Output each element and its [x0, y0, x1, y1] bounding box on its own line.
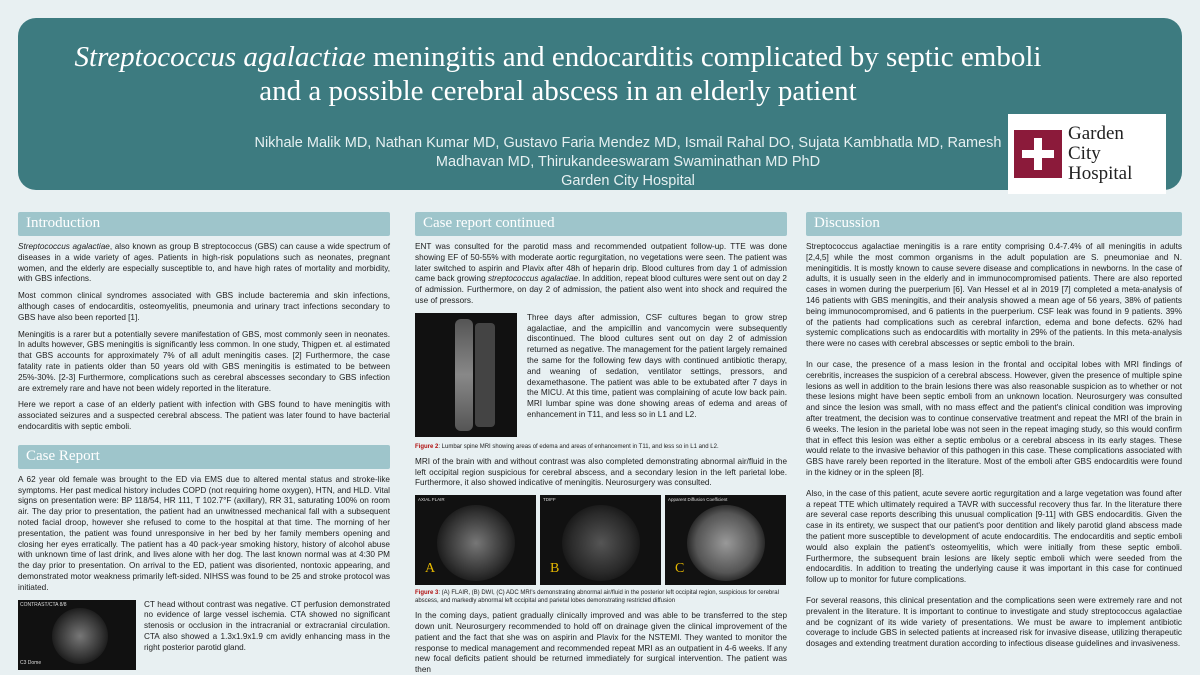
intro-paragraph-2: Most common clinical syndromes associated with GBS include bacteremia and skin infections, although cases of endocarditis, osteomyelitis, pneumonia and urinary tract infections secondary to GBS have also been reported [1]. [18, 291, 390, 322]
affiliation: Garden City Hospital [561, 173, 695, 189]
intro-paragraph-4: Here we report a case of an elderly patient with infection with GBS found to have meningitis with associated seizures and a suspected cerebral abscess. The patient was later found to have bacterial endocarditis with septic emboli. [18, 400, 390, 431]
case-report-heading: Case Report [18, 445, 390, 469]
case-paragraph-2: CT head without contrast was negative. CT perfusion demonstrated no evidence of large vessel ischemia. CTA showed no significant stenosis or occlusion in the intracranial or extracranial circulation. CTA also showed a 1.3x1.9x1.9 cm avidly enhancing mass in the right posterior parotid gland. [144, 599, 390, 652]
case-paragraph-1: A 62 year old female was brought to the ED via EMS due to altered mental status and stroke-like symptoms. Her past medical history includes COPD (not requiring home oxygen), HTN, and HLD. Vital signs on presentation were: BP 118/54, HR 111, T 102.7°F (axillary), RR 31, saturating 100% on room air. The day prior to presentation, the patient had an unwitnessed mechanical fall with a subsequent noted facial droop, however she refused to come to the hospital at that time. The morning of her presentation, the patient was found unresponsive in her bed by her family members opening and closing her eyes erratically. The patient has a 40 pack-year smoking history, history of alcohol abuse with unknown time of last drink, and lives alone with her dog. The last known normal was at 4:30 PM the day prior to presentation. On arrival to the ED, patient was disoriented, nontoxic appearing, and demonstrated motor weakness primarily left-sided. NIHSS was found to be 25 and stroke protocol was initiated. [18, 474, 390, 592]
continued-paragraph-2: Three days after admission, CSF cultures began to grow strep agalactiae, and the ampicillin and vancomycin were subsequently discontinued. The blood cultures sent out on day 2 of admission returned as negative. The management for the patient largely remained the same for the following few days with continued antibiotic therapy, and weaning of sedation, ventilator settings, pressors, and dexamethasone. The patient was able to be extubated after 7 days in the MICU. At this time, patient was complaining of acute low back pain. MRI lumbar spine was done showing areas of edema and areas of enhancement in T11, and less so in L1 and L2. [527, 312, 787, 419]
figure-2-caption: Figure 2: Lumbar spine MRI showing areas of edema and areas of enhancement in T11, and less so in L1 and L2. [415, 443, 719, 450]
brain-mri-panel [415, 495, 787, 585]
discussion-paragraph-4: For several reasons, this clinical presentation and the complications seen were extremely rare and not prevalent in the literature. It is important to continue to investigate and study streptococcus agalactiae and be cognizant of its wide variety of presentations. We must be aware to implement antibiotic coverage to include GBS in selected patients at increased risk for invasive disease, utilizing therapeutic dosages and extending treatment duration according to infectious disease guidelines and invasiveness. [806, 595, 1182, 649]
column-right [806, 212, 1182, 650]
flair-image: AXIAL FLAIR A [415, 495, 536, 585]
authors: Nikhale Malik MD, Nathan Kumar MD, Gustavo Faria Mendez MD, Ismail Rahal DO, Sujata Kambhatla MD, Ramesh Madhavan MD, Thirukandeeswaram Swaminathan MD PhD [254, 135, 1002, 170]
continued-paragraph-3: MRI of the brain with and without contrast was also completed demonstrating abnormal air/fluid in the left occipital region suspicious for cerebral abscess, and a secondary lesion in the left parietal lobe. Furthermore, it also showed indicative of meningitis. Neurosurgery was consulted. [415, 456, 787, 488]
figure-3-caption: Figure 3: (A) FLAIR, (B) DWI, (C) ADC MRI's demonstrating abnormal air/fluid in the posterior left occipital region, suspicious for cerebral abscess, and markedly abnormal left occipital and parietal lobes demonstrating restricted diffusion [415, 590, 779, 605]
introduction-heading: Introduction [18, 212, 390, 236]
case-continued-heading: Case report continued [415, 212, 787, 236]
continued-paragraph-4: In the coming days, patient gradually clinically improved and was able to be transferred to the step down unit. Neurosurgery recommended to hold off on drainage given the clinical improvement of the patient and the fact that she was on aspirin and Plavix for the NSTEMI. They wanted to monitor the response to medical management and recommended repeat MRI as an outpatient in 4-6 weeks. If any new focal deficits patient should be returned immediately for surgical intervention. The patient was then [415, 611, 787, 675]
hospital-logo [1008, 114, 1166, 194]
discussion-paragraph-1: Streptococcus agalactiae meningitis is a rare entity comprising 0.4-7.4% of all meningitis in adults [2,4,5] while the most common organisms in the adult population are S. pneumoniae and N. meningitidis. It is mostly known to cause severe disease and complications in newborns. In the case of adults, it is usually seen in the elderly and in immunocompromised patients. There are also reported cases in women during the puerperium [6]. Van Hessel et al in 2019 [7] completed a meta-analysis of 146 patients with GBS meningitis, and their analysis showed a mean age of 56 years, 38% of patients being immunocompromised, and 6 patients in the puerperium. CSF leak was found in 9 patients. 39% of the patients had complications such as cerebral infarction, edema and bone defects. 62% had systemic complications such as endocarditis with mortality in 29% of the patients. In this meta-analysis there were no cases with cerebral abscesses or septic emboli to the brain. [806, 242, 1182, 349]
logo-text: Garden City Hospital [1068, 123, 1133, 184]
spine-mri-image [415, 313, 517, 437]
intro-paragraph-3: Meningitis is a rarer but a potentially severe manifestation of GBS, most commonly seen in neonates. In adults however, GBS meningitis is significantly less common. In one study, Thigpen et. al estimated that GBS accounts for approximately 7% of all adult meningitis cases. [2] Furthermore, the case fatality rate in patients older than 50 years old with GBS meningitis is estimated to be between 25%-30%. [2-3] Furthermore, complications such as cerebral abscesses secondary to GBS infection are extremely rare and have not been widely reported in the literature. [18, 329, 390, 393]
cross-icon [1014, 130, 1062, 178]
ct-image: CONTRAST/CTA 8/8 C3 Dome [18, 600, 136, 670]
poster-header [18, 18, 1182, 190]
discussion-paragraph-2: In our case, the presence of a mass lesion in the frontal and occipital lobes with MRI findings of cerebritis, increases the suspicion of a cerebral abscess. However, given the presence of multiple spine lesions as well in addition to the brain lesions there was also reasonable suspicion as to whether or not these lesions might have been septic emboli from an unknown location. Neurosurgery was consulted and since the lesion was small, with no mass effect and the patient's clinical condition was improving after treatment, the decision was to continue conservative treatment and repeat the MRI of the brain in 6 weeks. The lesion in the parietal lobe was not seen in the repeat imaging study, so this would confirm that in effect this lesion was either a septic embolus or a cerebral abscess in its early stages. These would relate to the invasive behavior of this pathogen in this case. These complications associated with GBS have rarely been reported in the literature. Most of the emboli after GBS endocarditis were found in the kidney or in the spleen [8]. [806, 359, 1182, 477]
dwi-image: TDIFF B [540, 495, 661, 585]
column-left [18, 212, 390, 670]
discussion-paragraph-3: Also, in the case of this patient, acute severe aortic regurgitation and a large vegetation was found after a repeat TTE which ultimately required a TAVR with successful recovery thus far. In the literature there are several case reports describing this unusual complication [9-11] with GBS endocarditis. Given the case in its entirety, we suspect that our patient's poor dentition and likely parotid gland abscess made the patient more susceptible to development of acute endocarditis. The endocarditis and septic emboli would also explain the patient's osteomyelitis, which were initially from these septic emboli. Furthermore, the subsequent brain lesions are likely septic emboli which were seeded from the endocarditis. In addition to treating the underlying cause it was important in this case for continued follow up to monitor for future complications. [806, 488, 1182, 585]
title-organism: Streptococcus agalactiae [74, 41, 366, 73]
intro-paragraph-1: Streptococcus agalactiae, also known as group B streptococcus (GBS) can cause a wide spectrum of diseases in a wide variety of ages. Patients in high-risk populations such as neonates, pregnant women, and the elderly are especially susceptible to, and have high rates of mortality and morbidity, with GBS infections. [18, 242, 391, 284]
continued-paragraph-1: ENT was consulted for the parotid mass and recommended outpatient follow-up. TTE was done showing EF of 50-55% with moderate aortic regurgitation, no vegetations were seen. The patient was later switched to aspirin and Plavix after 48h of heparin drip. Blood cultures from day 1 of admission came back growing streptococcus agalactiae. In addition, repeat blood cultures were sent out on day 2 of admission. Furthermore, on day 2 of admission, the patient also went into shock and required the use of pressors. [415, 242, 787, 305]
adc-image: Apparent Diffusion Coefficient C [665, 495, 786, 585]
title-rest: meningitis and endocarditis complicated by septic emboli and a possible cerebral abscess in an elderly patient [259, 41, 1042, 107]
column-middle [415, 212, 787, 675]
poster-title [58, 40, 1058, 108]
discussion-heading: Discussion [806, 212, 1182, 236]
